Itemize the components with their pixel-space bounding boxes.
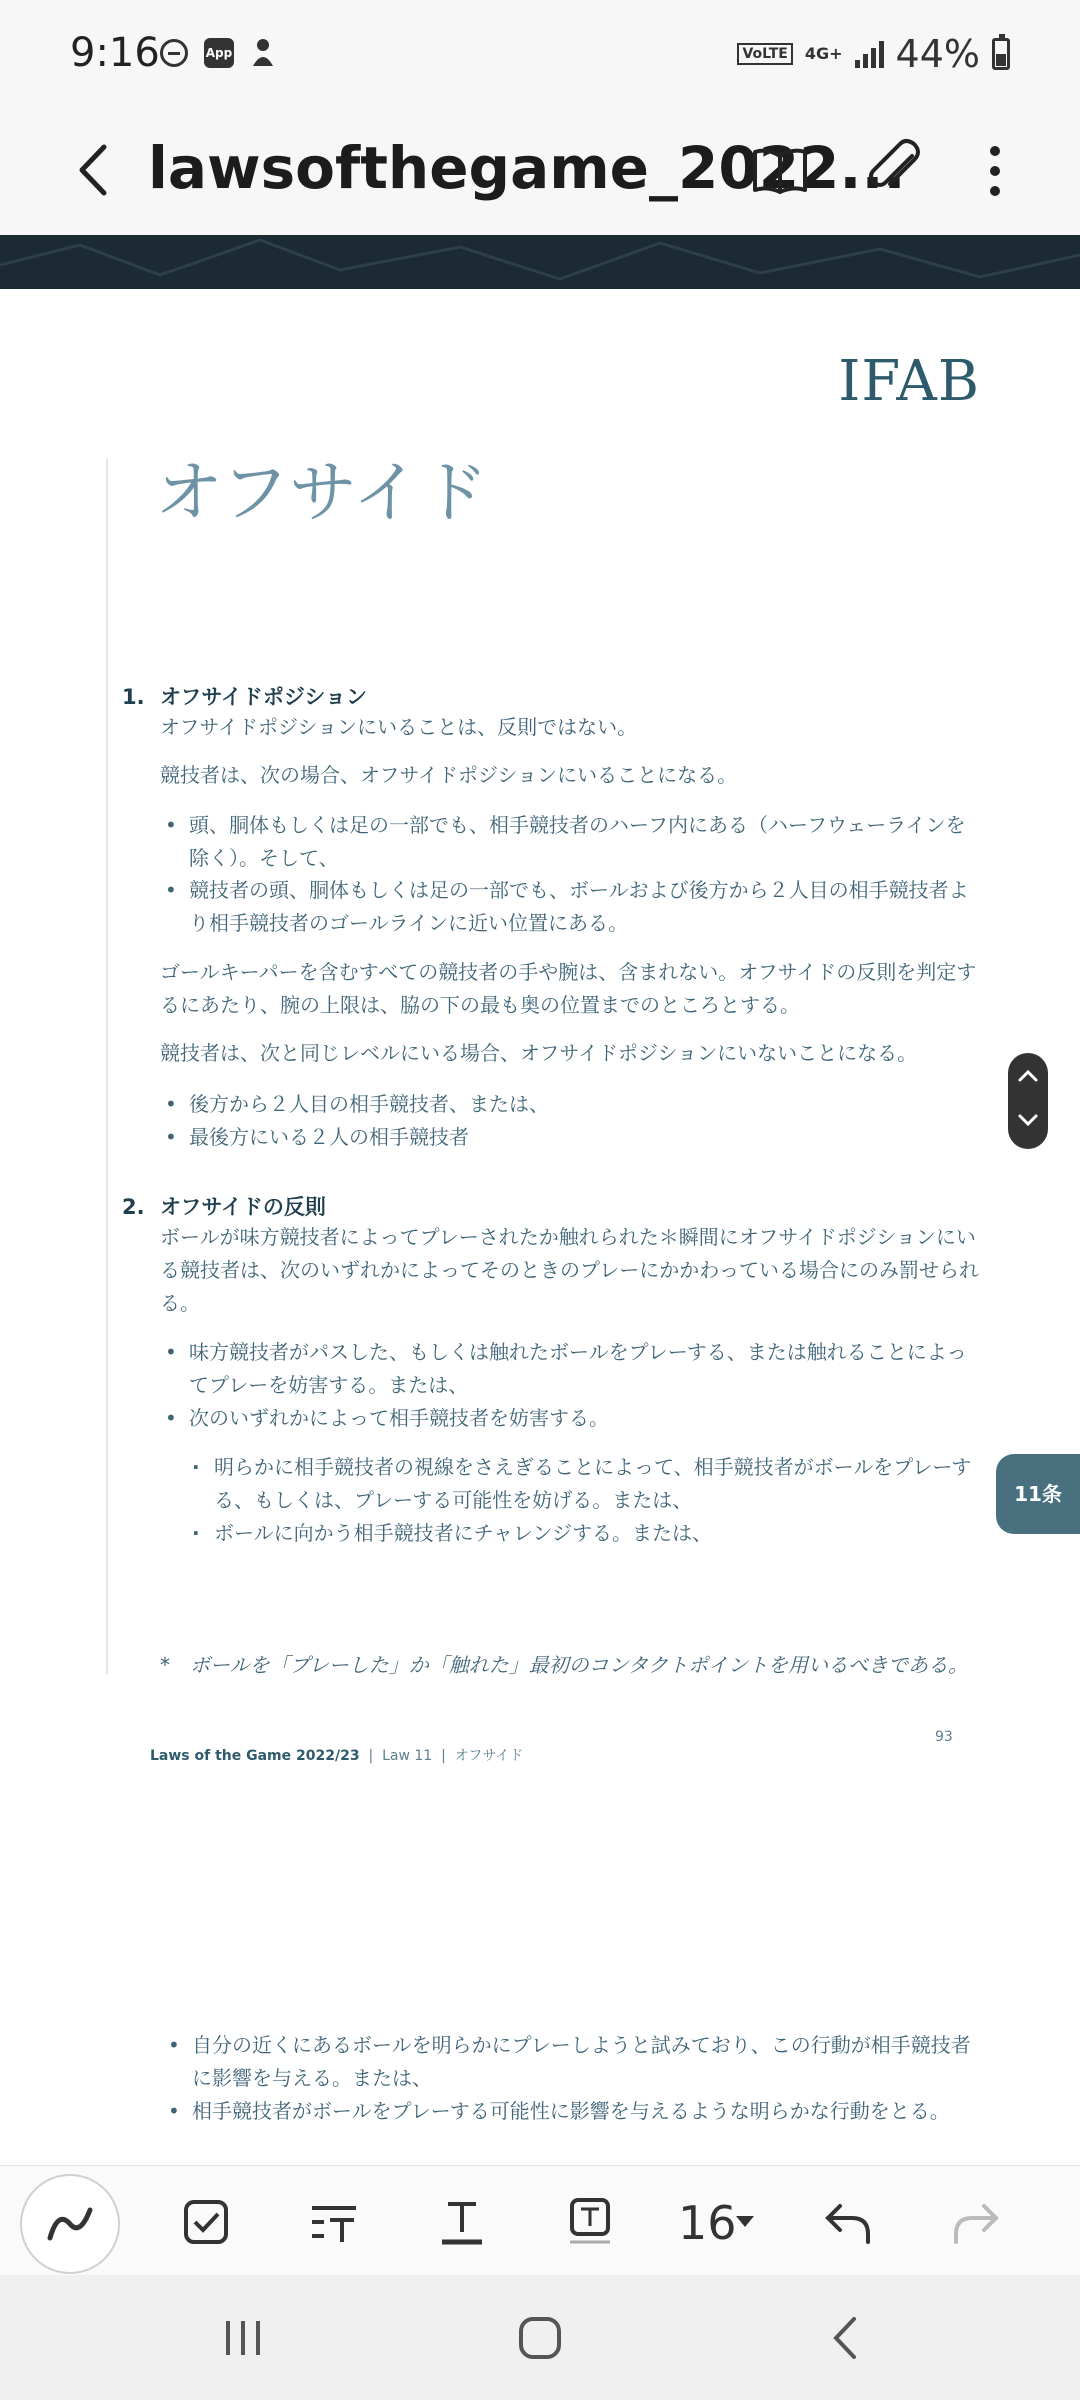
list-item: • 頭、胴体もしくは足の一部でも、相手競技者のハーフ内にある（ハーフウェーラインを除く）。そして、 xyxy=(165,809,980,875)
attach-icon[interactable] xyxy=(860,136,930,206)
back-icon[interactable] xyxy=(822,2313,872,2363)
do-not-disturb-icon xyxy=(160,39,188,67)
footer-topic: オフサイド xyxy=(454,1748,524,1764)
list-item: • 味方競技者がパスした、もしくは触れたボールをプレーする、または触れることによってプレーを妨害する。または、 xyxy=(165,1336,980,1402)
sub-list-item: · ボールに向かう相手競技者にチャレンジする。または、 xyxy=(190,1517,980,1550)
more-options-icon[interactable] xyxy=(960,136,1030,206)
document-title: lawsofthegame_2022... xyxy=(148,134,906,202)
list-item: • 次のいずれかによって相手競技者を妨害する。 xyxy=(165,1402,980,1435)
assistant-icon xyxy=(250,38,276,68)
list-item: • 後方から２人目の相手競技者、または、 xyxy=(165,1088,980,1121)
page-number: 93 xyxy=(935,1729,953,1745)
volte-icon: VoLTE xyxy=(737,43,792,65)
page-scroll-control[interactable] xyxy=(1008,1053,1048,1149)
battery-percent: 44% xyxy=(895,32,980,76)
app-notification-icon: App xyxy=(204,38,234,68)
page-title: オフサイド xyxy=(155,454,489,533)
law-chapter-tab[interactable]: 11条 xyxy=(996,1454,1080,1534)
paragraph: 競技者は、次と同じレベルにいる場合、オフサイドポジションにいないことになる。 xyxy=(160,1041,918,1065)
recent-apps-icon[interactable] xyxy=(218,2313,268,2363)
status-left-icons xyxy=(160,38,276,68)
app-toolbar xyxy=(0,110,1080,235)
font-size-selector[interactable]: 16 xyxy=(678,2196,737,2250)
text-style-icon[interactable] xyxy=(436,2196,488,2248)
section-2-heading: 2. オフサイドの反則 xyxy=(122,1195,326,1219)
pdf-page xyxy=(0,289,1080,2169)
footer-title: Laws of the Game 2022/23 xyxy=(150,1748,360,1764)
pen-button[interactable] xyxy=(20,2174,120,2274)
back-arrow-icon[interactable] xyxy=(60,135,130,205)
scroll-down-icon[interactable] xyxy=(1016,1111,1040,1129)
page-margin-line xyxy=(106,459,108,1674)
system-nav-bar xyxy=(0,2275,1080,2400)
footer-law: Law 11 xyxy=(382,1748,433,1764)
reading-mode-icon[interactable] xyxy=(745,136,815,206)
battery-icon xyxy=(992,38,1010,70)
list-item: • 自分の近くにあるボールを明らかにプレーしようと試みており、この行動が相手競技者に影響を与える。または、 xyxy=(168,2029,978,2095)
list-item: • 最後方にいる２人の相手競技者 xyxy=(165,1121,980,1154)
redo-icon[interactable] xyxy=(950,2196,1002,2248)
footnote-mark: * xyxy=(160,1653,170,1677)
edit-toolbar xyxy=(0,2165,1080,2276)
paragraph: ゴールキーパーを含むすべての競技者の手や腕は、含まれない。オフサイドの反則を判定するにあたり、腕の上限は、脇の下の最も奥の位置までのところとする。 xyxy=(160,960,977,1017)
status-time: 9:16 xyxy=(70,30,160,76)
page-footer: Laws of the Game 2022/23 | Law 11 | オフサイド xyxy=(150,1748,524,1764)
paragraph: オフサイドポジションにいることは、反則ではない。 xyxy=(160,715,638,739)
undo-icon[interactable] xyxy=(822,2196,874,2248)
footnote-text: ボールを「プレーした」か「触れた」最初のコンタクトポイントを用いるべきである。 xyxy=(190,1653,968,1677)
signal-icon xyxy=(855,40,884,68)
status-right-icons xyxy=(737,32,1010,76)
sub-list-item: · 明らかに相手競技者の視線をさえぎることによって、相手競技者がボールをプレーする、もしくは、プレーする可能性を妨げる。または、 xyxy=(190,1451,980,1517)
paragraph: 競技者は、次の場合、オフサイドポジションにいることになる。 xyxy=(160,763,738,787)
section-1-heading: 1. オフサイドポジション xyxy=(122,685,367,709)
page-header-band xyxy=(0,235,1080,289)
checkbox-icon[interactable] xyxy=(180,2196,232,2248)
text-spacing-icon[interactable] xyxy=(308,2196,360,2248)
network-type-icon: 4G+ xyxy=(804,44,843,63)
status-bar xyxy=(0,0,1080,110)
ifab-logo: IFAB xyxy=(838,349,980,414)
list-item: • 相手競技者がボールをプレーする可能性に影響を与えるような明らかな行動をとる。 xyxy=(168,2095,978,2128)
scroll-up-icon[interactable] xyxy=(1016,1067,1040,1085)
list-item: • 競技者の頭、胴体もしくは足の一部でも、ボールおよび後方から２人目の相手競技者より相手競技者のゴールラインに近い位置にある。 xyxy=(165,874,980,940)
pen-icon xyxy=(22,2176,118,2272)
chevron-down-icon[interactable] xyxy=(736,2216,754,2227)
text-box-icon[interactable] xyxy=(564,2196,616,2248)
header-texture xyxy=(0,235,1080,289)
paragraph: ボールが味方競技者によってプレーされたか触れられた＊瞬間にオフサイドポジションにいる競技者は、次のいずれかによってそのときのプレーにかかわっている場合にのみ罰せられる。 xyxy=(160,1225,979,1315)
home-icon[interactable] xyxy=(515,2313,565,2363)
